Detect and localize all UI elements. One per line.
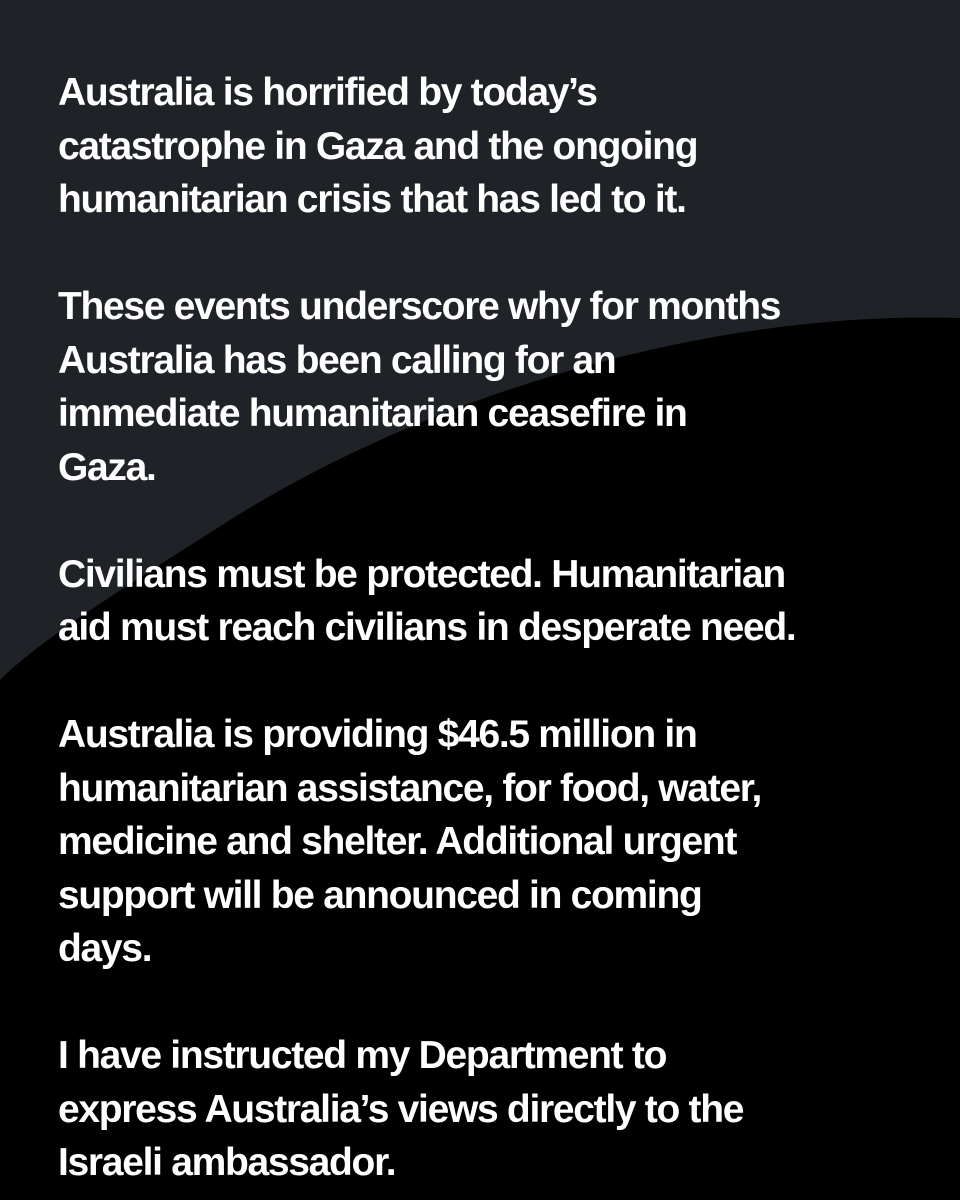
text-line: humanitarian crisis that has led to it. xyxy=(58,178,686,221)
paragraph-3 xyxy=(58,548,938,655)
text-line: humanitarian assistance, for food, water, xyxy=(58,766,762,810)
text-line: I have instructed my Department to xyxy=(58,1034,667,1077)
text-line: immediate humanitarian ceasefire in xyxy=(58,392,687,435)
text-line: These events underscore why for months xyxy=(58,285,781,328)
text-line: catastrophe in Gaza and the ongoing xyxy=(58,124,698,168)
text-line: medicine and shelter. Additional urgent xyxy=(58,820,737,863)
text-line: Israeli ambassador. xyxy=(58,1141,396,1184)
text-line: Australia is providing $46.5 million in xyxy=(58,713,697,756)
text-line: Australia is horrified by today’s xyxy=(58,71,597,114)
text-line: express Australia’s views directly to the xyxy=(58,1087,744,1131)
text-line: days. xyxy=(58,927,152,970)
paragraph-5 xyxy=(58,1029,938,1190)
text-line: Civilians must be protected. Humanitarian xyxy=(58,552,785,596)
text-line: Australia has been calling for an xyxy=(58,338,616,382)
paragraph-2 xyxy=(58,280,938,494)
statement-text xyxy=(58,66,938,1190)
text-line: Gaza. xyxy=(58,445,156,489)
paragraph-1 xyxy=(58,66,938,227)
text-line: support will be announced in coming xyxy=(58,873,702,917)
paragraph-4 xyxy=(58,708,938,976)
text-line: aid must reach civilians in desperate need. xyxy=(58,606,796,649)
